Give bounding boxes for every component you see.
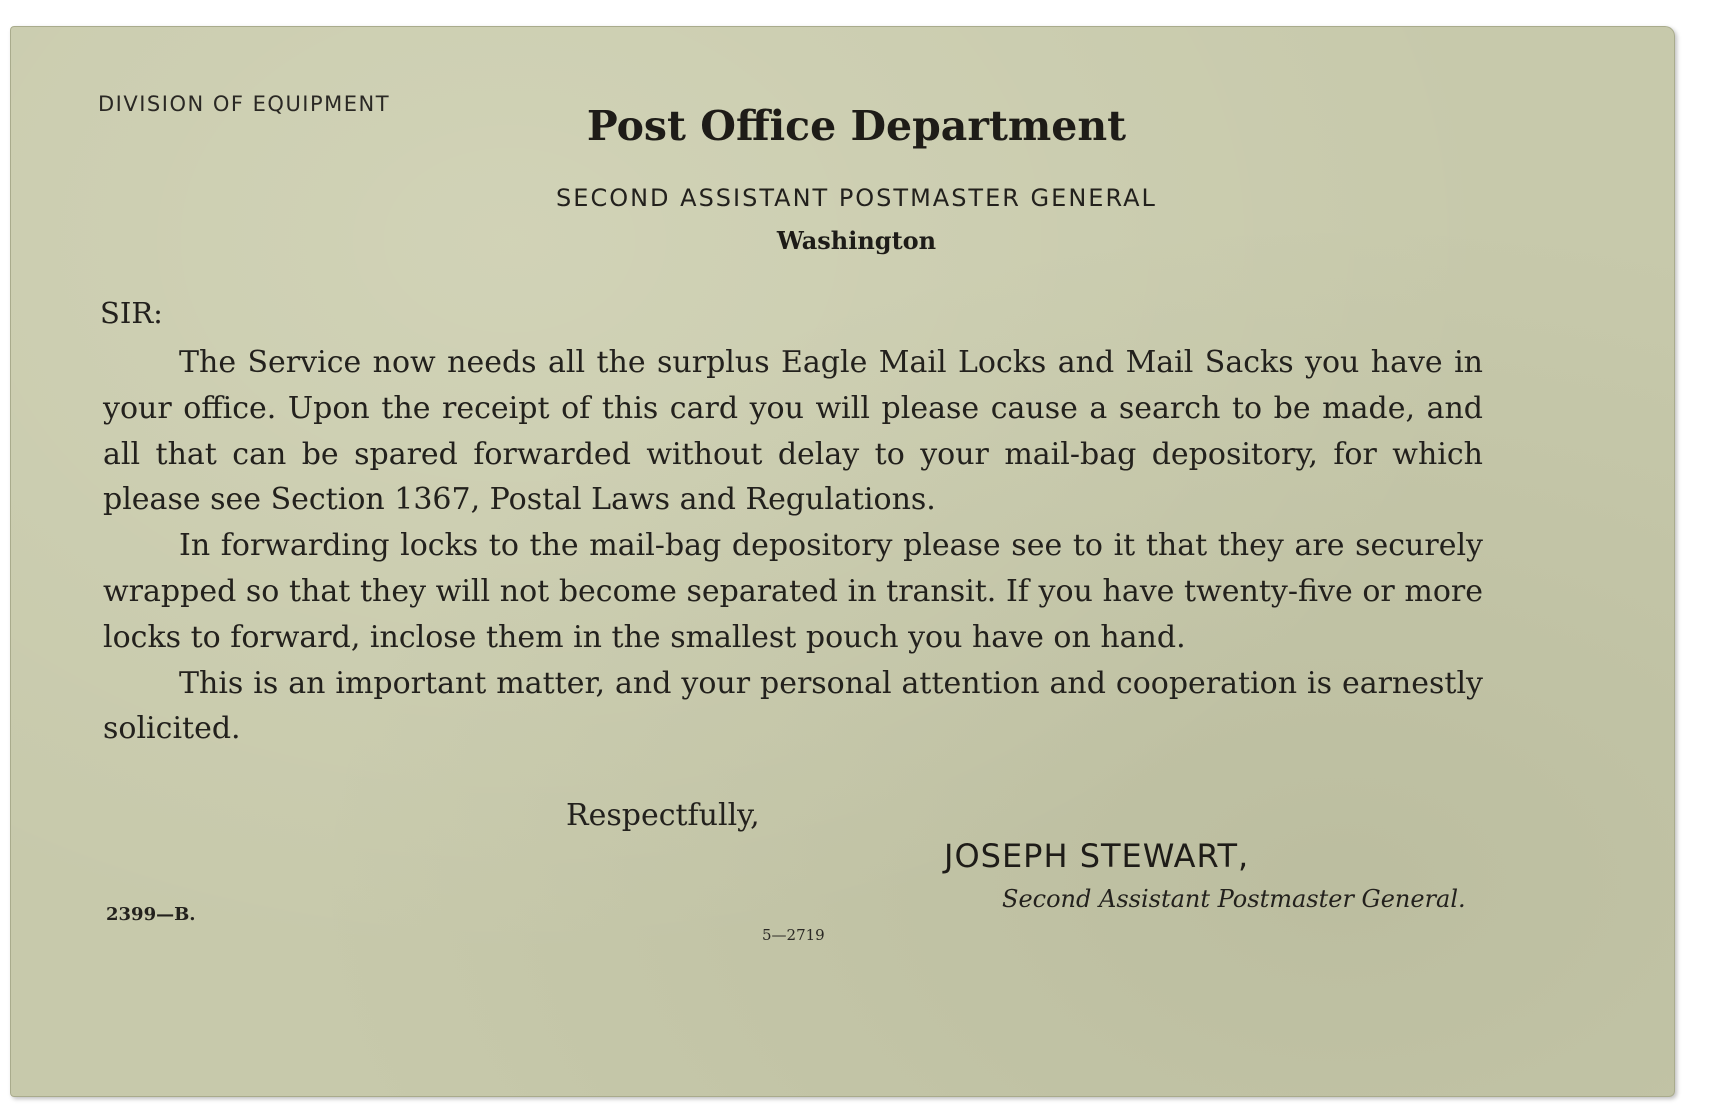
form-number: 2399—B.	[106, 904, 196, 925]
paragraph-2: In forwarding locks to the mail-bag depository please see to it that they are securely wrapped so that they will not become separated in transit. If you have twenty-five or more locks to forward, inclose them in the smallest pouch you have on hand.	[103, 528, 1483, 655]
signer-title: Second Assistant Postmaster General.	[1002, 885, 1466, 913]
paragraph-1: The Service now needs all the surplus Eagle Mail Locks and Mail Sacks you have in your office. Upon the receipt of this card you will please cause a search to be made, and all that can be spared forwarded without delay to your mail-bag depository, for which please see Section 1367, Postal Laws and Regulations.	[103, 345, 1483, 518]
paragraph-3: This is an important matter, and your personal attention and cooperation is earnestly solicited.	[103, 665, 1483, 747]
division-label: DIVISION OF EQUIPMENT	[98, 92, 391, 116]
closing: Respectfully,	[566, 798, 760, 833]
print-number: 5—2719	[762, 926, 825, 944]
salutation: SIR:	[100, 296, 163, 330]
signer-name: JOSEPH STEWART,	[944, 837, 1250, 875]
letter-body	[103, 340, 1483, 752]
city-label: Washington	[776, 226, 937, 255]
office-title: SECOND ASSISTANT POSTMASTER GENERAL	[556, 184, 1157, 212]
department-title: Post Office Department	[586, 102, 1127, 150]
